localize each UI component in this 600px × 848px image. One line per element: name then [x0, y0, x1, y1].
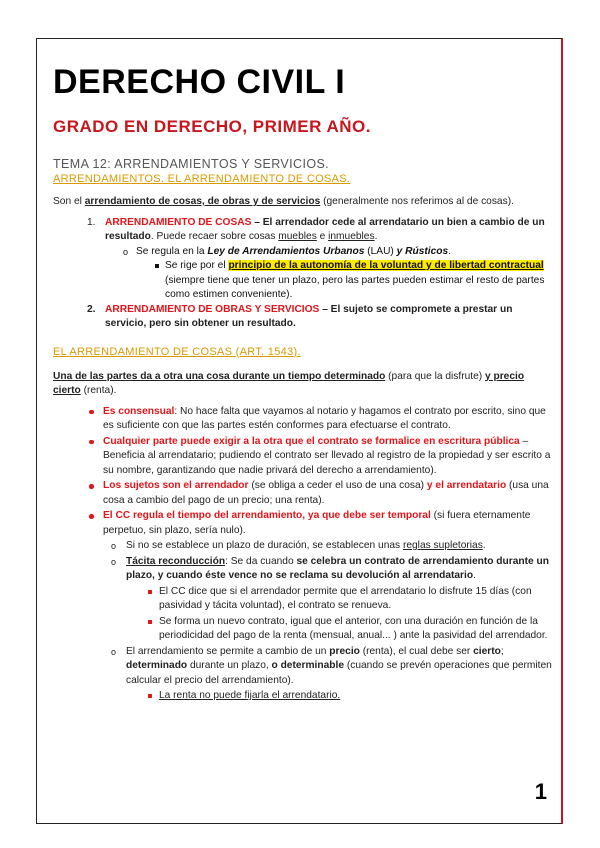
topic-heading: TEMA 12: ARRENDAMIENTOS Y SERVICIOS. [53, 157, 330, 171]
feature-item: Los sujetos son el arrendador (se obliga a ceder el uso de una cosa) y el arrendatario (usa una cosa a cambio del pago de un precio; una renta). [53, 479, 553, 508]
document-page [36, 38, 563, 824]
features-list [53, 405, 553, 539]
types-list [53, 216, 553, 245]
item-number: 2. [87, 303, 96, 315]
types-list-2 [53, 303, 553, 332]
item-number: 1. [87, 216, 96, 228]
tacita-item: o Tácita reconducción: Se da cuando se celebra un contrato de arrendamiento durante un plazo, y cuando éste vence no se reclama su devolución al arrendatario. [53, 555, 553, 584]
tacita-point: El CC dice que si el arrendador permite que el arrendatario lo disfrute 15 días (con pasividad y tácita voluntad), el contrato se renueva. [53, 585, 553, 614]
page-number: 1 [534, 779, 547, 804]
document-title: DERECHO CIVIL I [53, 63, 346, 101]
document-subtitle: GRADO EN DERECHO, PRIMER AÑO. [53, 117, 372, 136]
definition-paragraph: Una de las partes da a otra una cosa durante un tiempo determinado (para que la disfrute) y precio cierto (renta). [53, 370, 525, 396]
page-content [53, 63, 553, 704]
highlighted-principle: principio de la autonomía de la voluntad y de libertad contractual [228, 260, 544, 271]
intro-emphasis: arrendamiento de cosas, de obras y de servicios [84, 196, 321, 207]
renta-point: La renta no puede fijarla el arrendatario. [53, 689, 553, 704]
section-heading: ARRENDAMIENTOS. EL ARRENDAMIENTO DE COSAS. [53, 173, 351, 185]
tacita-point: Se forma un nuevo contrato, igual que el anterior, con una duración en función de la periodicidad del pago de la renta (mensual, anual... ) ante la pasividad del arrendador. [53, 615, 553, 644]
principle-item: Se rige por el principio de la autonomía de la voluntad y de libertad contractual (siempre tiene que tener un plazo, pero las partes pueden estimar el resto de partes como estimen conveniente). [53, 259, 553, 303]
law-item: o Se regula en la Ley de Arrendamientos Urbanos (LAU) y Rústicos. [53, 245, 553, 260]
plazo-item: o Si no se establece un plazo de duración, se establecen unas reglas supletorias. [53, 539, 553, 554]
type-item: 1. ARRENDAMIENTO DE COSAS – El arrendador cede al arrendatario un bien a cambio de un resultado. Puede recaer sobre cosas muebles e inmuebles. [87, 216, 545, 242]
feature-item: Cualquier parte puede exigir a la otra que el contrato se formalice en escritura pública – Beneficia al arrendatario; pudiendo el contrato ser llevado al registro de la propiedad y ser escrito a su nombre, garantizando que nadie privará del derecho a arrendamiento). [53, 435, 553, 479]
precio-item: o El arrendamiento se permite a cambio de un precio (renta), el cual debe ser cierto; determinado durante un plazo, o determinable (cuando se prevén operaciones que permiten calcular el precio del arrendamiento). [53, 645, 553, 689]
feature-item: Es consensual: No hace falta que vayamos al notario y hagamos el contrato por escrito, sino que es suficiente con que las partes estén conformes para efectuarse el contrato. [53, 405, 553, 434]
type-item: 2. ARRENDAMIENTO DE OBRAS Y SERVICIOS – El sujeto se compromete a prestar un servicio, pero sin obtener un resultado. [87, 303, 513, 329]
section-heading-2: EL ARRENDAMIENTO DE COSAS (ART. 1543). [53, 345, 301, 358]
feature-item: El CC regula el tiempo del arrendamiento, ya que debe ser temporal (si fuera eternamente perpetuo, sin plazo, sería nulo). [53, 509, 553, 538]
intro-paragraph: Son el arrendamiento de cosas, de obras y de servicios (generalmente nos referimos al de cosas). [53, 196, 514, 207]
